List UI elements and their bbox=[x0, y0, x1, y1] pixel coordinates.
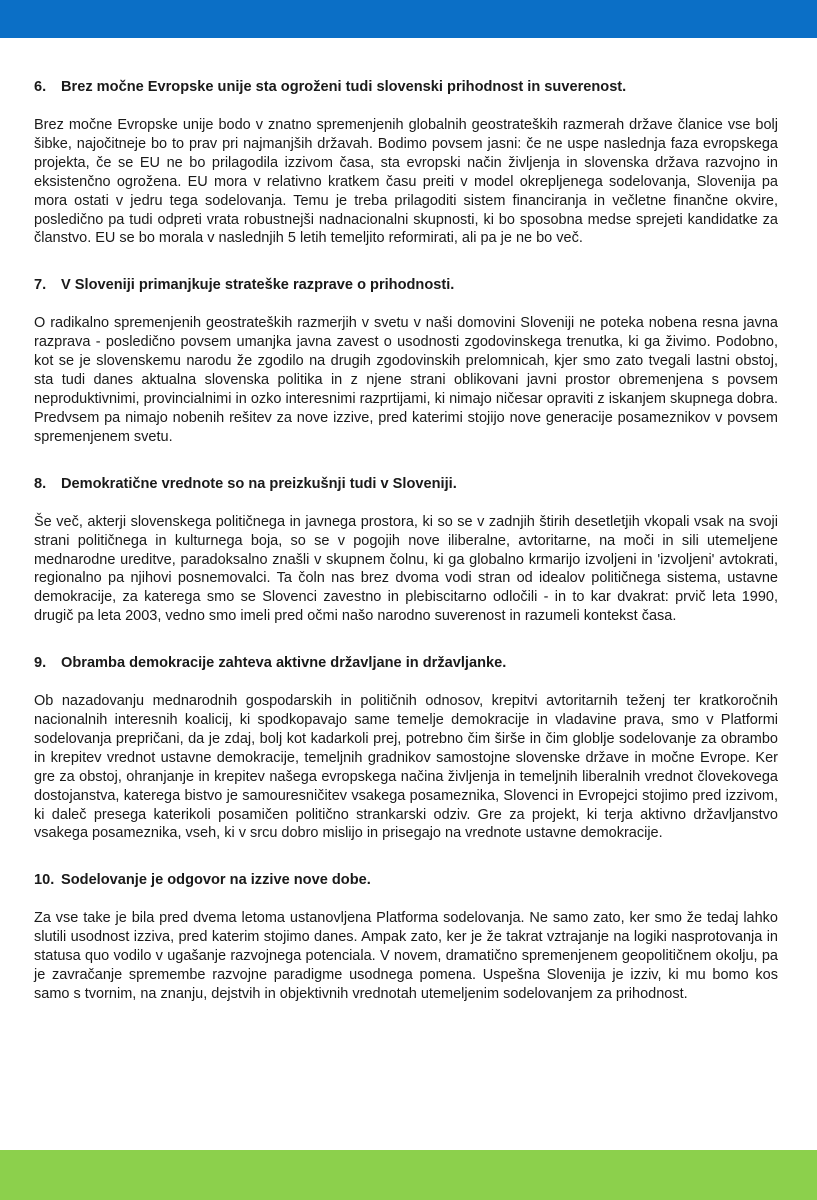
section-title: Demokratične vrednote so na preizkušnji tudi v Sloveniji. bbox=[61, 475, 457, 492]
section-heading bbox=[34, 276, 778, 294]
section-title: Obramba demokracije zahteva aktivne državljane in državljanke. bbox=[61, 655, 507, 672]
section-heading bbox=[34, 78, 778, 96]
section-title: Brez močne Evropske unije sta ogroženi tudi slovenski prihodnost in suverenost. bbox=[61, 79, 627, 95]
section-heading bbox=[34, 475, 778, 493]
section-number: 9. bbox=[34, 655, 47, 672]
section-number: 7. bbox=[34, 277, 47, 294]
section-7 bbox=[34, 276, 778, 446]
top-color-band bbox=[0, 0, 817, 38]
section-paragraph: Za vse take je bila pred dvema letoma ustanovljena Platforma sodelovanja. Ne samo zato, ker smo že tedaj lahko slutili usodnost izziva, pred katerim stojimo danes. Ampak zato, ker je že takrat vztrajanje na logiki nasprotovanja in statusa quo vodilo v ugašanje razvojnega potenciala. V novem, dramatično spremenjenem geopolitičnem okolju, pa je zavračanje spremembe razvojne paradigme usodnega pomena. Uspešna Slovenija je izziv, ki mu bomo kos samo s tvornim, na znanju, dejstvih in objektivnih vrednotah utemeljenim sodelovanjem za prihodnost. bbox=[34, 910, 778, 1002]
section-paragraph: Še več, akterji slovenskega političnega in javnega prostora, ki so se v zadnjih štirih desetletjih vkopali vsak na svoji strani političnega in kulturnega boja, so se v pogojih nove iliberalne, avtoritarne, na moči in sili utemeljene mednarodne ureditve, paradoksalno znašli v skupnem čolnu, ki ga globalno krmarijo izvoljeni in 'izvoljeni' avtokrati, regionalno pa njihovi posnemovalci. Ta čoln nas brez dvoma vodi stran od idealov političnega sistema, ustavne demokracije, za katerega smo se Slovenci zavestno in plebiscitarno odločili - in to kar dvakrat: prvič leta 1990, drugič pa leta 2003, vedno smo imeli pred očmi našo narodno suverenost in razumeli kontekst časa. bbox=[34, 513, 778, 625]
section-number: 8. bbox=[34, 475, 47, 492]
section-6 bbox=[34, 78, 778, 248]
section-9 bbox=[34, 654, 778, 843]
document-content bbox=[34, 70, 778, 1004]
section-heading bbox=[34, 871, 778, 889]
section-10 bbox=[34, 871, 778, 1004]
bottom-color-band bbox=[0, 1150, 817, 1200]
section-title: Sodelovanje je odgovor na izzive nove dobe. bbox=[61, 872, 371, 889]
section-8 bbox=[34, 475, 778, 626]
section-title: V Sloveniji primanjkuje strateške razprave o prihodnosti. bbox=[61, 277, 455, 294]
section-paragraph: O radikalno spremenjenih geostrateških razmerjih v svetu v naši domovini Sloveniji ne poteka nobena resna javna razprava - posledično povsem umanjka javna zavest o usodnosti zgodovinskega trenutka, ki ga živimo. Podobno, kot se je slovenskemu narodu že zgodilo na drugih zgodovinskih prelomnicah, kjer smo zato tvegali lastni obstoj, sta tudi danes aktualna slovenska politika in z njene strani oblikovani javni prostor obremenjena s povsem neproduktivnimi, provincialnimi in ozko interesnimi razprtijami, ki nimajo ničesar opraviti z iskanjem skupnega dobra. Predvsem pa nimajo nobenih rešitev za nove izzive, pred katerimi stojijo nove generacije posameznikov v povsem spremenjenem svetu. bbox=[34, 315, 778, 445]
section-number: 6. bbox=[34, 79, 47, 95]
section-paragraph: Ob nazadovanju mednarodnih gospodarskih in političnih odnosov, krepitvi avtoritarnih teženj ter kratkoročnih nacionalnih interesnih koalicij, ki spodkopavajo same temelje demokracije in vladavine prava, smo v Platformi sodelovanja prepričani, da je zdaj, bolj kot kadarkoli prej, potrebno čim širše in čim globlje sodelovanje za obrambo in krepitev vrednot ustavne demokracije, temeljnih gradnikov samostojne slovenske države in močne Evrope. Ker gre za obstoj, ohranjanje in krepitev našega evropskega načina življenja in temeljnih liberalnih vrednot človekovega dostojanstva, katerega bistvo je samouresničitev vsakega posameznika, Slovenci in Evropejci stojimo pred izzivom, ki daleč presega katerikoli posamičen politično strankarski odziv. Gre za projekt, ki terja aktivno državljanstvo vsakega posameznika, vseh, ki v srcu dobro mislijo in prisegajo na vrednote ustavne demokracije. bbox=[34, 693, 778, 842]
section-number: 10. bbox=[34, 872, 55, 889]
section-paragraph: Brez močne Evropske unije bodo v znatno spremenjenih globalnih geostrateških razmerah države članice vse bolj šibke, najočitneje bo to prav pri najmanjših državah. Bodimo povsem jasni: če ne uspe naslednja faza evropskega projekta, če se EU ne bo prilagodila izzivom časa, sta evropski način življenja in slovenska država razvojno in eksistenčno ogrožena. EU mora v relativno kratkem času preiti v model okrepljenega sodelovanja, Slovenija pa mora ostati v jedru tega sodelovanja. Temu je treba prilagoditi sistem financiranja in večletne finančne okvire, posledično pa tudi odpreti vrata robustnejši nadnacionalni skupnosti, ki bo sposobna medse sprejeti kandidatke za članstvo. EU se bo morala v naslednjih 5 letih temeljito reformirati, ali pa je ne bo več. bbox=[34, 117, 778, 247]
section-heading bbox=[34, 654, 778, 672]
